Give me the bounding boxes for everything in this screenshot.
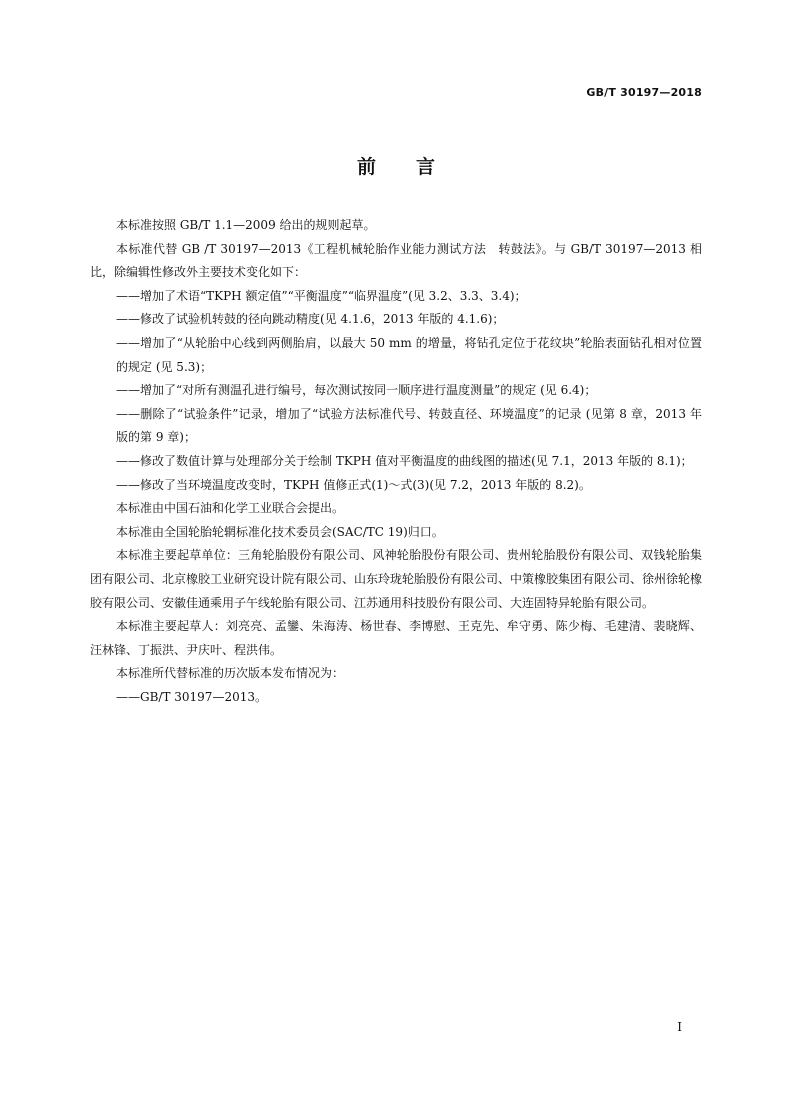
paragraph-replaces-standard: 本标准代替 GB /T 30197—2013《工程机械轮胎作业能力测试方法 转鼓法》。与 GB/T 30197—2013 相比，除编辑性修改外主要技术变化如下： [90,241,702,280]
paragraph-under-jurisdiction: 本标准由全国轮胎轮辋标准化技术委员会(SAC/TC 19)归口。 [116,524,444,539]
list-item-change: ——删除了“试验条件”记录，增加了“试验方法标准代号、转鼓直径、环境温度”的记录 (见第 8 章，2013 年版的第 9 章)； [116,406,702,445]
list-item-change: ——修改了数值计算与处理部分关于绘制 TKPH 值对平衡温度的曲线图的描述(见 7.1，2013 年版的 8.1)； [116,453,693,468]
document-body [90,214,702,709]
paragraph-proposed-by: 本标准由中国石油和化学工业联合会提出。 [116,501,345,516]
list-item-change: ——增加了“对所有测温孔进行编号，每次测试按同一顺序进行温度测量”的规定 (见 6.4)； [116,383,597,398]
paragraph-previous-editions: 本标准所代替标准的历次版本发布情况为： [116,666,345,681]
paragraph-drafters: 本标准主要起草人：刘亮亮、孟鑾、朱海涛、杨世春、李博慰、王克先、牟守勇、陈少梅、毛建清、裴晓辉、汪林锋、丁振洪、尹庆叶、程洪伟。 [90,619,702,657]
page-number: I [677,1020,682,1034]
paragraph-drafting-organizations: 本标准主要起草单位：三角轮胎股份有限公司、风神轮胎股份有限公司、贵州轮胎股份有限公司、双钱轮胎集团有限公司、北京橡胶工业研究设计院有限公司、山东玲珑轮胎股份有限公司、中策橡胶集团有限公司、徐州徐轮橡胶有限公司、安徽佳通乘用子午线轮胎有限公司、江苏通用科技股份有限公司、大连固特异轮胎有限公司。 [90,548,703,610]
paragraph-drafting-rules: 本标准按照 GB/T 1.1—2009 给出的规则起草。 [116,218,376,232]
list-item-change: ——增加了“从轮胎中心线到两侧胎肩，以最大 50 mm 的增量，将钻孔定位于花纹块”轮胎表面钻孔相对位置的规定 (见 5.3)； [116,335,702,374]
list-item-change: ——修改了当环境温度改变时，TKPH 值修正式(1)～式(3)(见 7.2，2013 年版的 8.2)。 [116,477,591,492]
document-code: GB/T 30197—2018 [586,86,702,99]
list-item-previous-edition: ——GB/T 30197—2013。 [116,689,267,704]
list-item-change: ——增加了术语“TKPH 额定值”“平衡温度”“临界温度”(见 3.2、3.3、3.4)； [116,288,527,303]
list-item-change: ——修改了试验机转鼓的径向跳动精度(见 4.1.6，2013 年版的 4.1.6)； [116,312,505,327]
page-title: 前言 [356,156,475,178]
